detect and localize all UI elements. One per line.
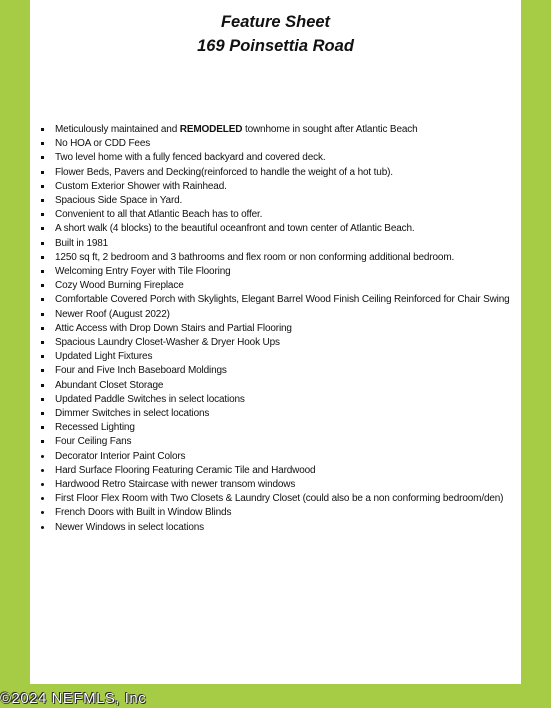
- feature-text: townhome in sought after Atlantic Beach: [242, 124, 418, 135]
- feature-sheet: [30, 0, 521, 684]
- feature-item: Welcoming Entry Foyer with Tile Flooring: [30, 265, 510, 279]
- feature-item: Attic Access with Drop Down Stairs and Partial Flooring: [30, 322, 510, 336]
- feature-item: Cozy Wood Burning Fireplace: [30, 279, 510, 293]
- feature-item: Dimmer Switches in select locations: [30, 407, 510, 421]
- feature-item: Decorator Interior Paint Colors: [30, 450, 510, 464]
- feature-item: Hard Surface Flooring Featuring Ceramic Tile and Hardwood: [30, 464, 510, 478]
- feature-item: Hardwood Retro Staircase with newer transom windows: [30, 478, 510, 492]
- feature-list: [30, 123, 510, 535]
- feature-item: A short walk (4 blocks) to the beautiful oceanfront and town center of Atlantic Beach.: [30, 222, 510, 236]
- feature-item: Built in 1981: [30, 237, 510, 251]
- feature-item: [30, 123, 510, 137]
- feature-item: Updated Paddle Switches in select locations: [30, 393, 510, 407]
- feature-item: Newer Roof (August 2022): [30, 308, 510, 322]
- feature-item: Spacious Laundry Closet-Washer & Dryer Hook Ups: [30, 336, 510, 350]
- feature-item: Two level home with a fully fenced backyard and covered deck.: [30, 151, 510, 165]
- feature-item: Newer Windows in select locations: [30, 521, 510, 535]
- feature-item: Recessed Lighting: [30, 421, 510, 435]
- sheet-title: Feature Sheet: [220, 13, 331, 31]
- feature-item: Updated Light Fixtures: [30, 350, 510, 364]
- feature-item: First Floor Flex Room with Two Closets & Laundry Closet (could also be a non conforming bedroom/den): [30, 492, 510, 506]
- feature-item: French Doors with Built in Window Blinds: [30, 506, 510, 520]
- feature-item: 1250 sq ft, 2 bedroom and 3 bathrooms and flex room or non conforming additional bedroom.: [30, 251, 510, 265]
- feature-item: Convenient to all that Atlantic Beach has to offer.: [30, 208, 510, 222]
- feature-item: No HOA or CDD Fees: [30, 137, 510, 151]
- property-address: 169 Poinsettia Road: [197, 37, 354, 55]
- feature-item: Custom Exterior Shower with Rainhead.: [30, 180, 510, 194]
- copyright-watermark: ©2024 NEFMLS, Inc: [0, 690, 147, 707]
- feature-item: Spacious Side Space in Yard.: [30, 194, 510, 208]
- feature-text: Meticulously maintained and: [55, 124, 180, 135]
- feature-item: Four and Five Inch Baseboard Moldings: [30, 364, 510, 378]
- feature-item: Flower Beds, Pavers and Decking(reinforced to handle the weight of a hot tub).: [30, 166, 510, 180]
- feature-item: Four Ceiling Fans: [30, 435, 510, 449]
- feature-item: Abundant Closet Storage: [30, 379, 510, 393]
- feature-emphasis: REMODELED: [179, 124, 243, 135]
- feature-item: Comfortable Covered Porch with Skylights, Elegant Barrel Wood Finish Ceiling Reinforced for Chair Swing: [30, 293, 510, 307]
